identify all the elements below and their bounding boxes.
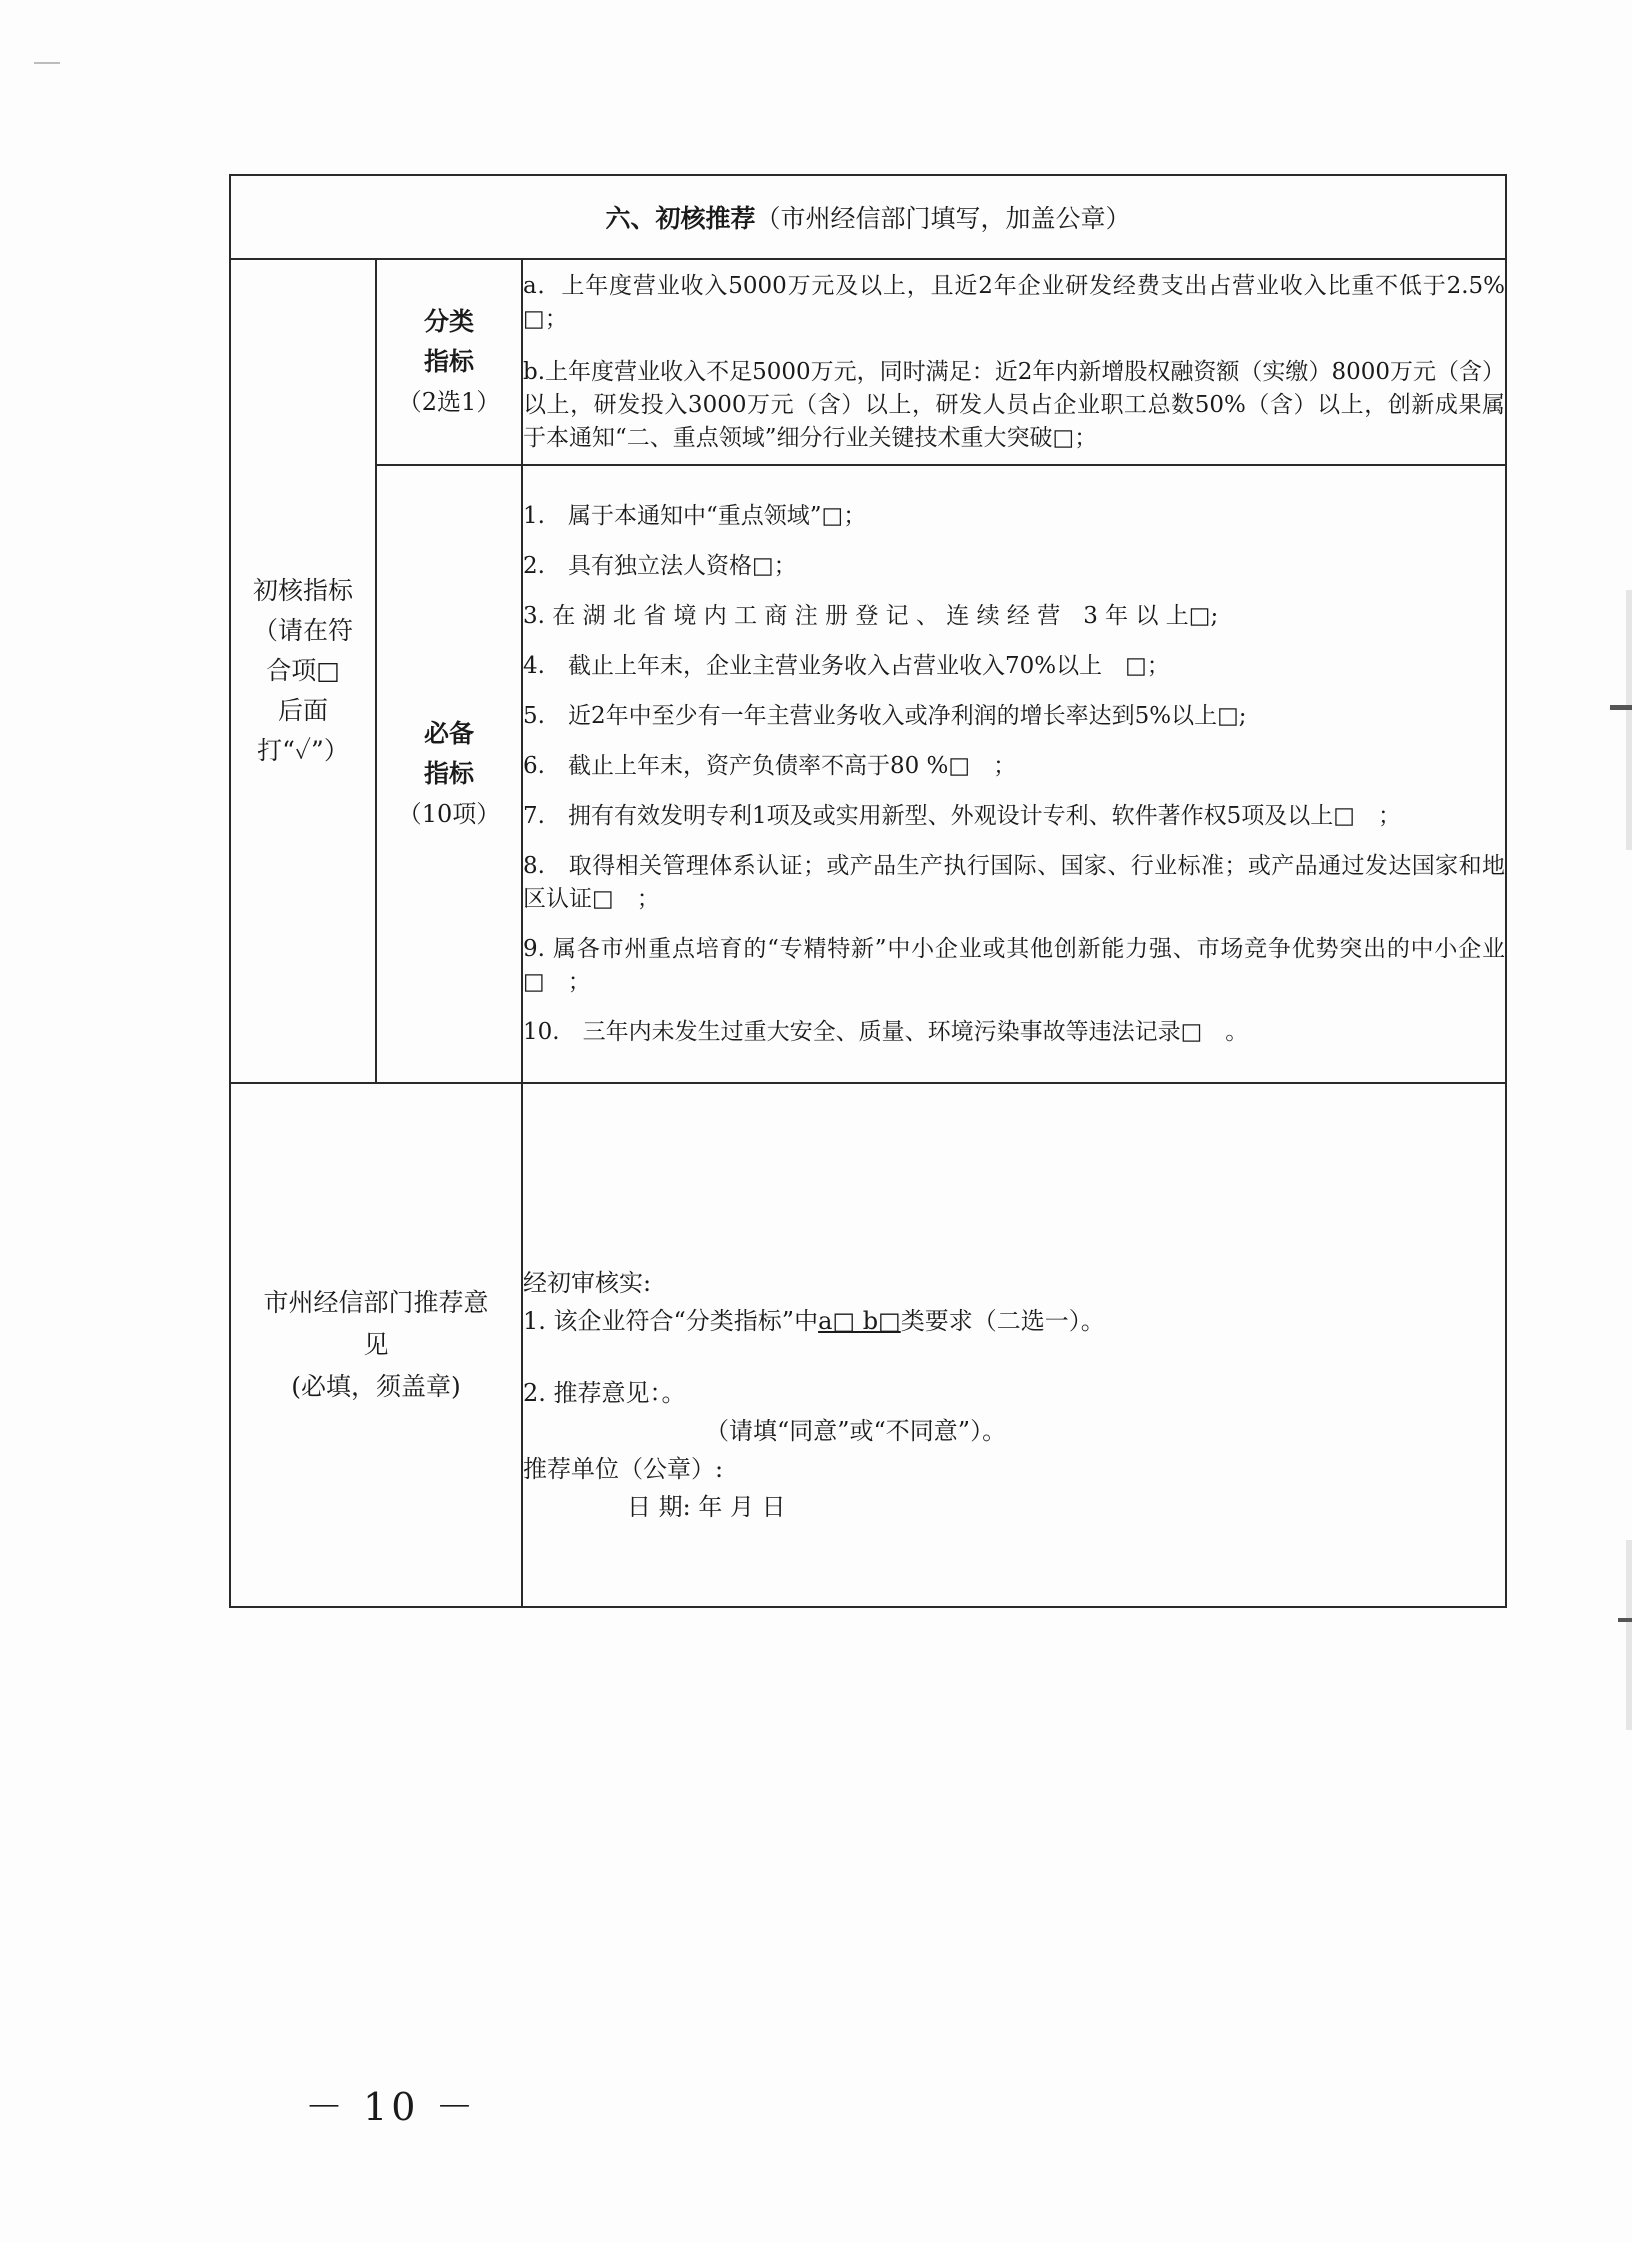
section-title-main: 六、初核推荐: [605, 204, 756, 233]
recommendation-label-line: 见: [363, 1330, 389, 1359]
verified-label: 经初审核实:: [523, 1269, 652, 1297]
required-indicator-label: [376, 465, 522, 1083]
initial-check-label-line: 打“✓”）: [257, 736, 349, 765]
category-match-line: [523, 1302, 1505, 1340]
category-indicator-content: [522, 259, 1506, 465]
category-label-line: 指标: [423, 347, 474, 376]
scan-edge-mark: [1610, 705, 1632, 710]
required-item: 5. 近2年中至少有一年主营业务收入或净利润的增长率达到5%以上□;: [523, 702, 1247, 729]
required-item: 10. 三年内未发生过重大安全、质量、环境污染事故等违法记录□ 。: [523, 1018, 1249, 1045]
required-item: 7. 拥有有效发明专利1项及或实用新型、外观设计专利、软件著作权5项及以上□ ；: [523, 802, 1401, 829]
initial-check-label-line: （请在符: [252, 616, 353, 645]
recommending-unit-label: 推荐单位（公章）:: [523, 1455, 724, 1483]
initial-check-label-line: 初核指标: [252, 576, 353, 605]
category-option-b: b.上年度营业收入不足5000万元，同时满足：近2年内新增股权融资额（实缴）8000万元（含）以上，研发投入3000万元（含）以上，研发人员占企业职工总数50%（含）以上，创新成果属于本通知“二、重点领域”细分行业关键技术重大突破□；: [523, 358, 1506, 451]
scan-edge-mark: [34, 62, 60, 64]
category-indicator-row: [230, 259, 1506, 465]
initial-check-label-line: 后面: [277, 696, 328, 725]
category-match-options[interactable]: a□ b□: [818, 1307, 901, 1335]
category-label-line: 分类: [423, 307, 474, 336]
recommendation-content: [522, 1083, 1506, 1607]
required-label-line: 指标: [423, 759, 474, 788]
recommendation-label-line: (必填，须盖章): [291, 1372, 461, 1401]
initial-review-form-table: [229, 174, 1507, 1608]
scan-edge-shadow: [1626, 590, 1632, 850]
required-label-note: （10项）: [397, 800, 501, 828]
scan-edge-shadow: [1626, 1540, 1632, 1730]
date-label: 日 期: 年 月 日: [627, 1493, 786, 1521]
required-indicator-content: [522, 465, 1506, 1083]
recommendation-opinion-line[interactable]: 2. 推荐意见：。: [523, 1379, 686, 1407]
category-match-prefix: 1. 该企业符合“分类指标”中: [523, 1307, 819, 1335]
section-title-row: [230, 175, 1506, 259]
required-item: 4. 截止上年末，企业主营业务收入占营业收入70%以上 □；: [523, 652, 1170, 679]
category-option-a: a．上年度营业收入5000万元及以上，且近2年企业研发经费支出占营业收入比重不低于2.5% □；: [523, 272, 1506, 332]
category-match-suffix: 类要求（二选一）。: [900, 1307, 1105, 1335]
section-title-note: （市州经信部门填写，加盖公章）: [755, 204, 1131, 233]
required-label-line: 必备: [423, 719, 474, 748]
section-title: [230, 175, 1506, 259]
initial-check-label: [230, 259, 376, 1083]
required-indicator-row: [230, 465, 1506, 1083]
required-item: 3. 在 湖 北 省 境 内 工 商 注 册 登 记 、 连 续 经 营 3 年 以 上□;: [523, 602, 1219, 629]
initial-check-label-line: 合项□: [266, 656, 340, 685]
category-indicator-label: [376, 259, 522, 465]
required-item: 2. 具有独立法人资格□；: [523, 552, 797, 579]
required-item: 1. 属于本通知中“重点领域”□；: [523, 502, 867, 529]
required-item: 9. 属各市州重点培育的“专精特新”中小企业或其他创新能力强、市场竞争优势突出的中小企业□ ；: [523, 935, 1506, 995]
page-number: － 10 －: [305, 2085, 478, 2129]
recommendation-row: [230, 1083, 1506, 1607]
required-item: 8. 取得相关管理体系认证；或产品生产执行国际、国家、行业标准；或产品通过发达国家和地区认证□ ；: [523, 852, 1506, 912]
required-item: 6. 截止上年末，资产负债率不高于80 %□ ；: [523, 752, 1017, 779]
recommendation-label-line: 市州经信部门推荐意: [263, 1288, 489, 1317]
scan-edge-mark: [1618, 1618, 1632, 1622]
recommendation-opinion-note: （请填“同意”或“不同意”）。: [705, 1417, 1007, 1445]
recommendation-label: [230, 1083, 522, 1607]
category-label-note: （2选1）: [397, 388, 501, 416]
